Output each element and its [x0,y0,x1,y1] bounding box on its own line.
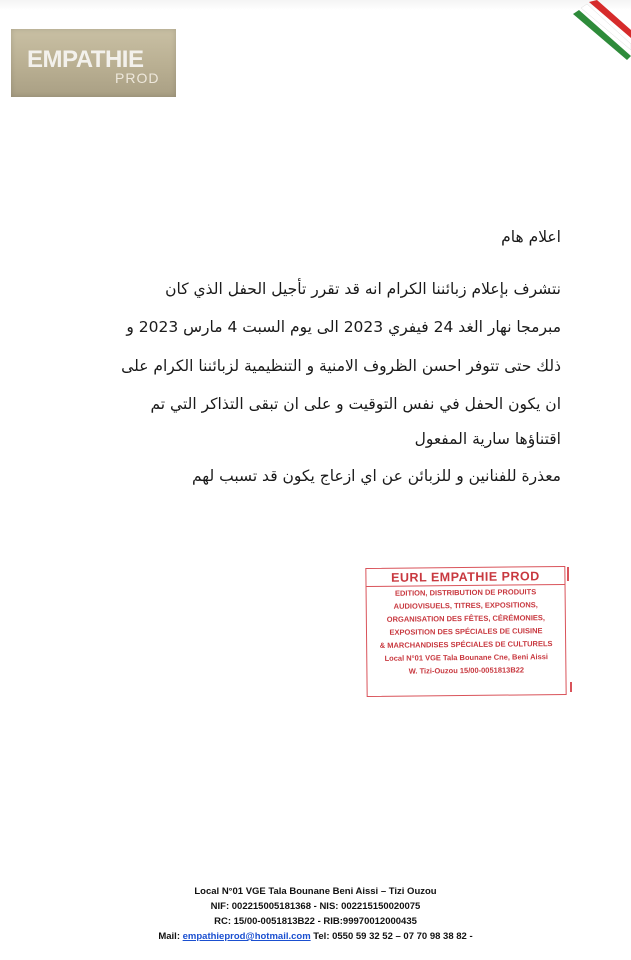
stamp-edge-mark [567,567,569,581]
company-stamp [365,566,566,697]
email-link[interactable]: empathieprod@hotmail.com [182,931,311,942]
logo-main-text: EMPATHIE [27,46,144,73]
stamp-line: Local N°01 VGE Tala Bounane Cne, Beni Aissi [384,652,549,663]
stamp-line: EXPOSITION DES SPÉCIALES DE CUISINE [389,626,543,637]
footer-contact [0,931,631,942]
notice-line: اقتناؤها سارية المفعول [414,430,561,448]
mail-label: Mail: [158,931,183,942]
stamp-line: ORGANISATION DES FÊTES, CÉRÉMONIES, [386,613,546,624]
tricolor-corner-decoration [571,0,631,70]
notice-line: ان يكون الحفل في نفس التوقيت و على ان تبقى التذاكر التي تم [150,395,561,413]
phone-numbers: Tel: 0550 59 32 52 – 07 70 98 38 82 - [310,931,473,942]
stamp-line: AUDIOVISUELS, TITRES, EXPOSITIONS, [393,600,538,611]
stamp-line: EDITION, DISTRIBUTION DE PRODUITS [394,587,537,598]
footer-nif-nis: NIF: 002215005181368 - NIS: 002215150020075 [210,901,421,912]
stamp-title: EURL EMPATHIE PROD [366,567,564,587]
stamp-line: W. Tizi-Ouzou 15/00-0051813B22 [408,665,525,676]
footer-rc-rib: RC: 15/00-0051813B22 - RIB:99970012000435 [214,916,417,927]
footer-address: Local N°01 VGE Tala Bounane Beni Aissi – Tizi Ouzou [194,886,437,897]
notice-line: معذرة للفنانين و للزبائن عن اي ازعاج يكون قد تسبب لهم [191,467,561,485]
notice-line: مبرمجا نهار الغد 24 فيفري 2023 الى يوم السبت 4 مارس 2023 و [126,318,561,336]
notice-line: ذلك حتى تتوفر احسن الظروف الامنية و التنظيمية لزبائننا الكرام على [121,357,561,375]
company-logo [11,29,176,97]
notice-line: نتشرف بإعلام زبائننا الكرام انه قد تقرر تأجيل الحفل الذي كان [165,280,561,298]
stamp-line: & MARCHANDISES SPÉCIALES DE CULTURELS [379,639,553,650]
notice-heading: اعلام هام [501,228,561,246]
stamp-edge-mark [570,682,572,692]
logo-sub-text: PROD [115,70,160,86]
